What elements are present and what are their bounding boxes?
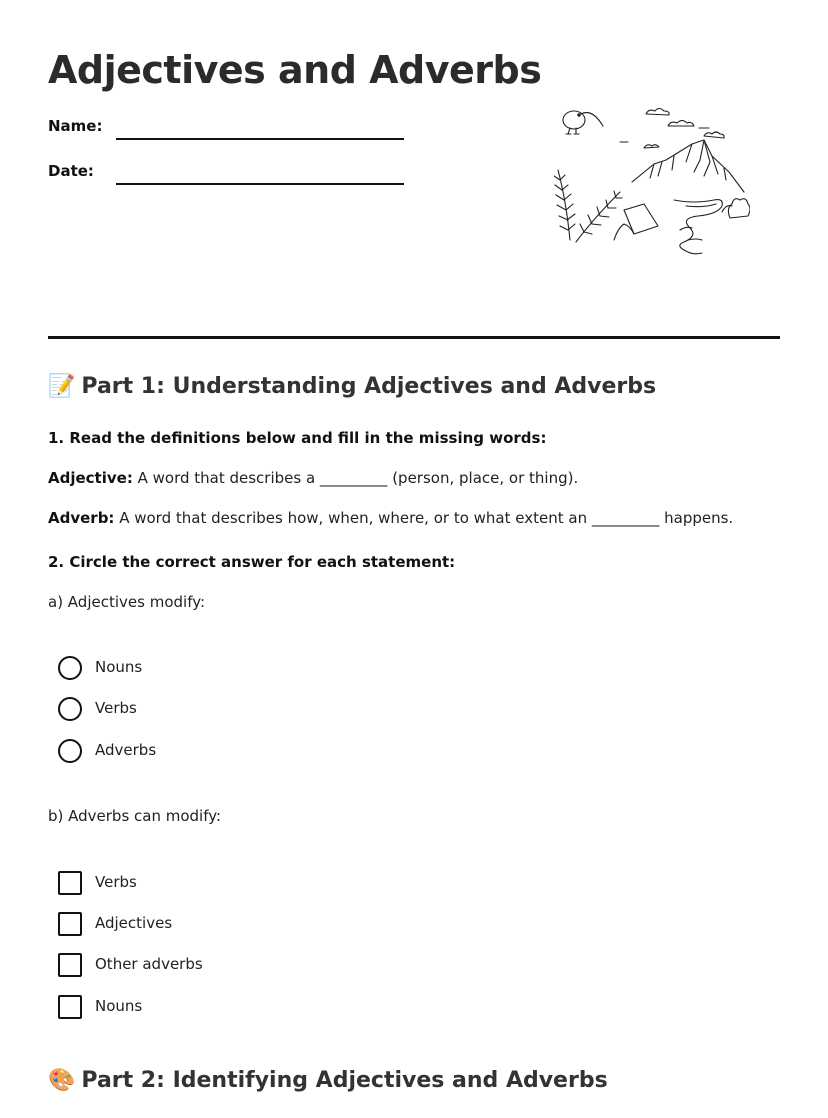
part1-heading xyxy=(48,374,656,399)
adverb-definition-text: A word that describes how, when, where, or to what extent an _________ happens. xyxy=(114,509,734,527)
checkbox[interactable] xyxy=(58,871,82,895)
question-2: 2. Circle the correct answer for each statement: xyxy=(48,553,456,571)
section-divider xyxy=(48,336,780,339)
part2-heading xyxy=(48,1068,608,1093)
option-a-adverbs[interactable] xyxy=(58,739,358,763)
palette-icon: 🎨 xyxy=(48,1068,76,1093)
option-label: Adverbs xyxy=(95,741,157,759)
option-b-other-adverbs[interactable] xyxy=(58,953,358,977)
option-b-nouns[interactable] xyxy=(58,995,358,1019)
checkbox[interactable] xyxy=(58,995,82,1019)
checkbox[interactable] xyxy=(58,953,82,977)
checkbox[interactable] xyxy=(58,912,82,936)
question-1: 1. Read the definitions below and fill in the missing words: xyxy=(48,429,547,447)
adverb-definition xyxy=(48,509,733,527)
adjective-term: Adjective: xyxy=(48,469,133,487)
option-a-nouns[interactable] xyxy=(58,656,358,680)
option-b-adjectives[interactable] xyxy=(58,912,358,936)
option-label: Adjectives xyxy=(95,914,173,932)
memo-icon: 📝 xyxy=(48,374,76,399)
page-title: Adjectives and Adverbs xyxy=(48,48,542,92)
kiwi-bird-mountain-landscape-icon xyxy=(554,100,750,260)
option-label: Verbs xyxy=(95,699,137,717)
option-a-verbs[interactable] xyxy=(58,697,358,721)
option-label: Nouns xyxy=(95,658,143,676)
question-2b-prompt: b) Adverbs can modify: xyxy=(48,807,222,825)
question-2a-prompt: a) Adjectives modify: xyxy=(48,593,206,611)
date-label: Date: xyxy=(48,162,94,180)
radio-button[interactable] xyxy=(58,656,82,680)
adverb-term: Adverb: xyxy=(48,509,115,527)
adjective-definition xyxy=(48,469,578,487)
option-label: Other adverbs xyxy=(95,955,203,973)
option-label: Verbs xyxy=(95,873,137,891)
adjective-definition-text: A word that describes a _________ (person, place, or thing). xyxy=(132,469,579,487)
radio-button[interactable] xyxy=(58,739,82,763)
date-line[interactable] xyxy=(116,183,404,185)
option-label: Nouns xyxy=(95,997,143,1015)
name-line[interactable] xyxy=(116,138,404,140)
option-b-verbs[interactable] xyxy=(58,871,358,895)
part2-heading-text: Part 2: Identifying Adjectives and Adverbs xyxy=(81,1068,608,1093)
name-label: Name: xyxy=(48,117,103,135)
radio-button[interactable] xyxy=(58,697,82,721)
part1-heading-text: Part 1: Understanding Adjectives and Adverbs xyxy=(81,374,657,399)
